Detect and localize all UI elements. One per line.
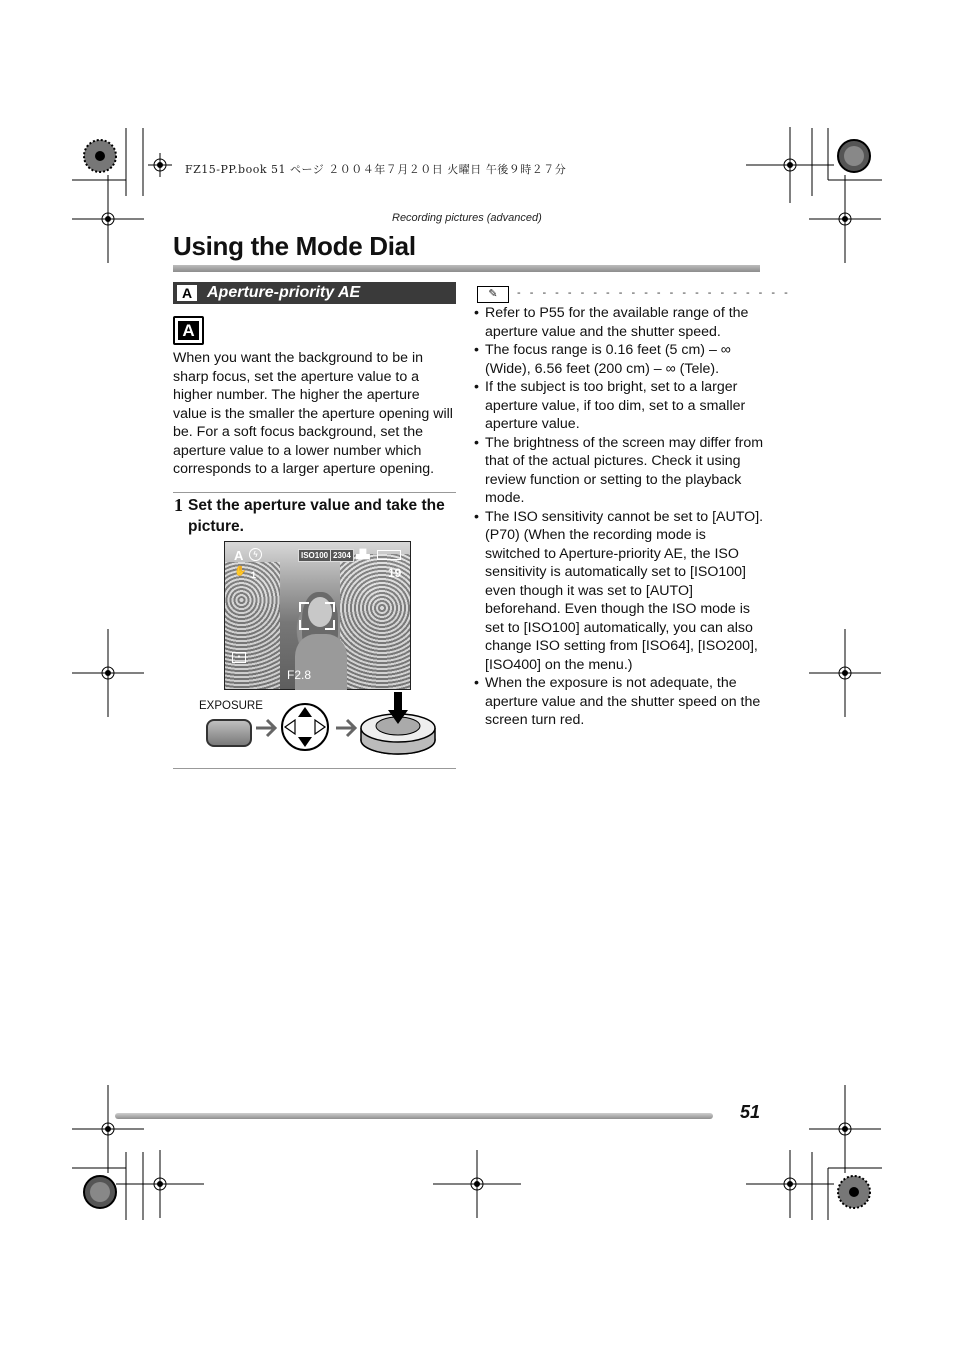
- bullet: •: [474, 342, 479, 358]
- note-item: [474, 508, 764, 675]
- flower-background-left: [225, 562, 280, 689]
- arrow-right-icon: [336, 720, 355, 736]
- arrow-right-icon: [256, 720, 275, 736]
- note-divider: - - - - - - - - - - - - - - - - - - - - - -: [517, 287, 791, 299]
- note-item: [474, 674, 764, 730]
- title-rule: [173, 265, 760, 272]
- osd-shots-remaining: 19: [388, 566, 402, 580]
- cursor-keys-icon: [282, 704, 328, 750]
- note-text: Refer to P55 for the available range of the aperture value and the shutter speed.: [485, 305, 749, 340]
- mode-badge: A: [177, 285, 197, 301]
- osd-aperture-value: F2.8: [287, 668, 312, 682]
- note-item: [474, 341, 764, 378]
- note-text: When the exposure is not adequate, the aperture value and the shutter speed on the screen turn red.: [485, 675, 761, 728]
- page-number: 51: [740, 1102, 761, 1122]
- osd-resolution: 2304: [330, 549, 354, 562]
- note-item: [474, 378, 764, 434]
- osd-mode-indicator: A: [234, 548, 244, 563]
- note-item: [474, 304, 764, 341]
- note-text: The focus range is 0.16 feet (5 cm) – ∞ (Wide), 6.56 feet (200 cm) – ∞ (Tele).: [485, 342, 731, 377]
- aperture-mode-letter: A: [178, 321, 199, 340]
- exposure-label: EXPOSURE: [199, 700, 263, 712]
- note-item: [474, 434, 764, 508]
- shutter-button-icon: [361, 692, 435, 754]
- step-number: 1: [174, 495, 183, 515]
- note-text: If the subject is too bright, set to a larger aperture value, if too dim, set to a smaller aperture value.: [485, 379, 746, 432]
- print-header: FZ15-PP.book 51 ページ ２００４年７月２０日 火曜日 午後９時２７分: [185, 163, 567, 176]
- notes-list: [474, 304, 764, 730]
- footer-rule: [115, 1113, 713, 1119]
- note-text: The ISO sensitivity cannot be set to [AUTO]. (P70) (When the recording mode is switched to Aperture-priority AE, the ISO sensitivity is automatically set to [ISO100] even though it was set to [AUTO] beforehand. Even though the ISO mode is set to [ISO100] automatically, you can also change ISO setting from [ISO64], [ISO200], [ISO400] on the menu.): [485, 508, 764, 673]
- metering-icon: •: [232, 652, 246, 663]
- osd-stabilizer-mode: 1: [251, 570, 257, 580]
- note-text: The brightness of the screen may differ from that of the actual pictures. Check it using review function or setting to the playback mode.: [485, 434, 764, 506]
- mode-heading: Aperture-priority AE: [207, 284, 361, 301]
- camera-lcd-screen: [224, 541, 411, 690]
- bullet: •: [474, 508, 479, 525]
- section-divider: [173, 492, 456, 493]
- bullet: •: [474, 379, 479, 395]
- osd-iso: ISO100: [298, 549, 331, 562]
- battery-icon: [377, 550, 401, 560]
- memo-icon: ✎: [477, 286, 509, 303]
- af-frame: [299, 602, 335, 630]
- bullet: •: [474, 675, 479, 691]
- bullet: •: [474, 434, 479, 451]
- quality-icon: ▟▙: [356, 549, 370, 559]
- section-label: Recording pictures (advanced): [392, 212, 542, 224]
- intro-paragraph: When you want the background to be in sharp focus, set the aperture value to a higher number. The higher the aperture value is the smaller the aperture opening will be. For a soft focus background, set the aperture value to a lower number which corresponds to a larger aperture opening.: [173, 350, 453, 477]
- flash-off-icon: ϟ: [249, 548, 262, 561]
- step-instruction: Set the aperture value and take the picture.: [188, 497, 445, 535]
- operation-diagram: [250, 690, 440, 760]
- section-divider: [173, 768, 456, 769]
- aperture-mode-icon: [173, 316, 204, 345]
- bullet: •: [474, 305, 479, 321]
- mode-heading-bar: [173, 282, 456, 304]
- page-title: Using the Mode Dial: [173, 231, 416, 261]
- stabilizer-icon: ✋: [234, 566, 247, 577]
- exposure-button-icon: [206, 719, 252, 747]
